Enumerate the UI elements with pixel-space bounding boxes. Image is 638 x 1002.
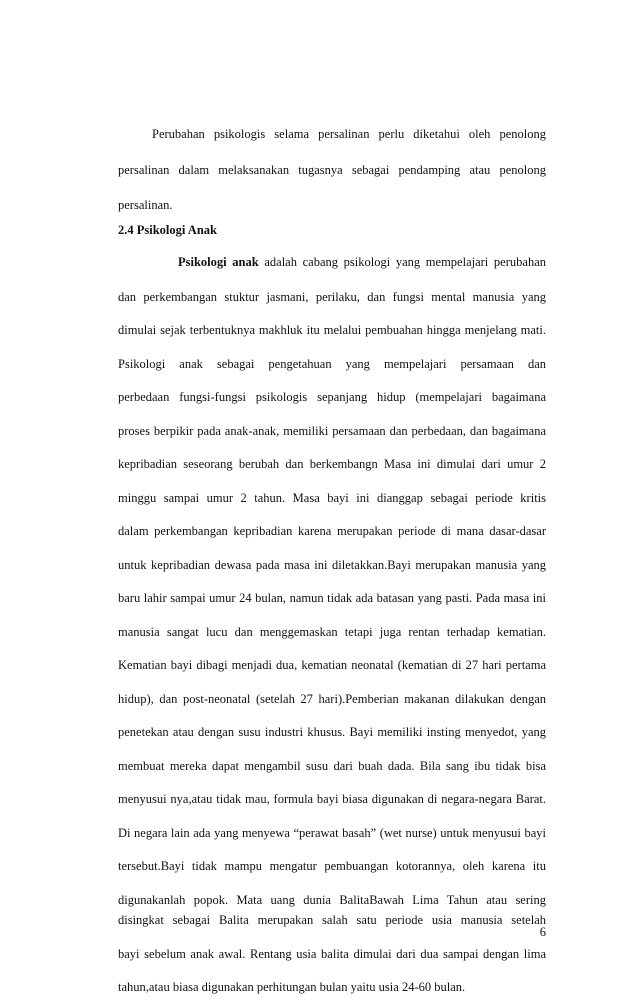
paragraph-line	[178, 254, 546, 270]
paragraph-line: Perubahan psikologis selama persalinan perlu diketahui oleh penolong	[152, 127, 546, 141]
paragraph-line: hidup), dan post-neonatal (setelah 27 hari).Pemberian makanan dilakukan dengan	[118, 692, 546, 706]
paragraph-line: membuat mereka dapat mengambil susu dari buah dada. Bila sang ibu tidak bisa	[118, 759, 546, 773]
paragraph-line: dimulai sejak terbentuknya makhluk itu melalui pembuahan hingga menjelang mati.	[118, 323, 546, 337]
paragraph-line: persalinan.	[118, 198, 173, 212]
paragraph-line: persalinan dalam melaksanakan tugasnya sebagai pendamping atau penolong	[118, 163, 546, 177]
paragraph-line: perbedaan fungsi-fungsi psikologis sepanjang hidup (mempelajari bagaimana	[118, 390, 546, 404]
paragraph-line: Kematian bayi dibagi menjadi dua, kematian neonatal (kematian di 27 hari pertama	[118, 658, 546, 672]
paragraph-line: Di negara lain ada yang menyewa “perawat basah” (wet nurse) untuk menyusui bayi	[118, 826, 546, 840]
section-heading: 2.4 Psikologi Anak	[118, 223, 217, 237]
term-highlight: Psikologi anak	[178, 255, 259, 269]
paragraph-line: minggu sampai umur 2 tahun. Masa bayi ini dianggap sebagai periode kritis	[118, 491, 546, 505]
paragraph-line: Psikologi anak sebagai pengetahuan yang mempelajari persamaan dan	[118, 357, 546, 371]
paragraph-line: bayi sebelum anak awal. Rentang usia balita dimulai dari dua sampai dengan lima	[118, 947, 546, 961]
paragraph-line-text: adalah cabang psikologi yang mempelajari perubahan	[264, 255, 546, 269]
paragraph-line: penetekan atau dengan susu industri khusus. Bayi memiliki insting menyedot, yang	[118, 725, 546, 739]
paragraph-line: manusia sangat lucu dan menggemaskan tetapi juga rentan terhadap kematian.	[118, 625, 546, 639]
paragraph-line: digunakanlah popok. Mata uang dunia BalitaBawah Lima Tahun atau sering	[118, 893, 546, 907]
paragraph-line: disingkat sebagai Balita merupakan salah satu periode usia manusia setelah	[118, 913, 546, 927]
paragraph-line: tersebut.Bayi tidak mampu mengatur pembuangan kotorannya, oleh karena itu	[118, 859, 546, 873]
page-number: 6	[539, 925, 546, 939]
paragraph-line: dalam perkembangan kepribadian karena merupakan periode di mana dasar-dasar	[118, 524, 546, 538]
paragraph-line: dan perkembangan stuktur jasmani, perilaku, dan fungsi mental manusia yang	[118, 290, 546, 304]
paragraph-line: tahun,atau biasa digunakan perhitungan bulan yaitu usia 24-60 bulan.	[118, 980, 466, 994]
paragraph-line: untuk kepribadian dewasa pada masa ini diletakkan.Bayi merupakan manusia yang	[118, 558, 546, 572]
paragraph-line: proses berpikir pada anak-anak, memiliki persamaan dan perbedaan, dan bagaimana	[118, 424, 546, 438]
paragraph-line: menyusui nya,atau tidak mau, formula bayi biasa digunakan di negara-negara Barat.	[118, 792, 546, 806]
paragraph-line: baru lahir sampai umur 24 bulan, namun tidak ada batasan yang pasti. Pada masa ini	[118, 591, 546, 605]
paragraph-line: kepribadian seseorang berubah dan berkembangn Masa ini dimulai dari umur 2	[118, 457, 546, 471]
